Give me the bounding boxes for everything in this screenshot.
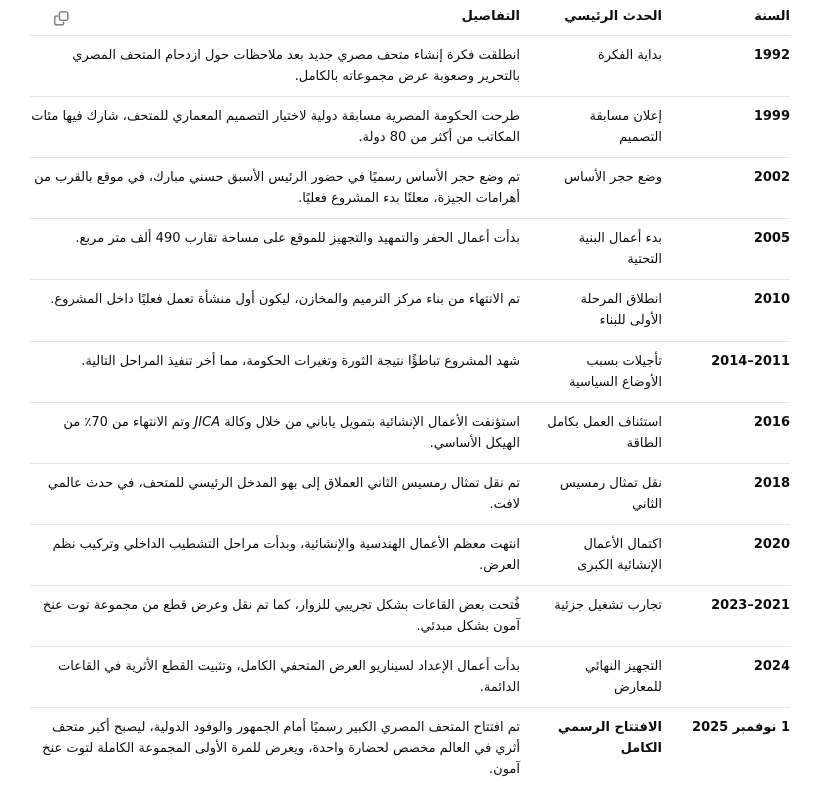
year-cell: 2011–2014: [662, 341, 790, 402]
details-cell: تم نقل تمثال رمسيس الثاني العملاق إلى بهو المدخل الرئيسي للمتحف، في حدث عالمي لافت.: [30, 463, 520, 524]
copy-icon: [53, 10, 70, 27]
year-cell: 2002: [662, 158, 790, 219]
details-cell: انطلقت فكرة إنشاء متحف مصري جديد بعد ملاحظات حول ازدحام المتحف المصري بالتحرير وصعوبة عرض مجموعاته بالكامل.: [30, 36, 520, 97]
table-row: [30, 646, 790, 707]
event-cell: استئناف العمل بكامل الطاقة: [520, 402, 662, 463]
details-cell: طرحت الحكومة المصرية مسابقة دولية لاختيار التصميم المعماري للمتحف، شارك فيها مئات المكاتب من أكثر من 80 دولة.: [30, 97, 520, 158]
column-header-year: السنة: [662, 0, 790, 36]
timeline-table: [30, 0, 790, 789]
year-cell: 1999: [662, 97, 790, 158]
year-cell: 2021–2023: [662, 585, 790, 646]
details-cell: تم وضع حجر الأساس رسميًا في حضور الرئيس الأسبق حسني مبارك، في موقع بالقرب من أهرامات الجيزة، معلنًا بدء المشروع فعليًا.: [30, 158, 520, 219]
column-header-event: الحدث الرئيسي: [520, 0, 662, 36]
column-header-details: التفاصيل: [30, 0, 520, 36]
year-cell: 2020: [662, 524, 790, 585]
table-body: [30, 36, 790, 789]
year-cell: 1 نوفمبر 2025: [692, 720, 790, 736]
year-cell: 1992: [662, 36, 790, 97]
italic-term: JICA: [194, 414, 221, 430]
table-row: [30, 280, 790, 341]
table-header-row: [30, 0, 790, 36]
details-cell: بدأت أعمال الحفر والتمهيد والتجهيز للموقع على مساحة تقارب 490 ألف متر مربع.: [30, 219, 520, 280]
details-cell: فُتحت بعض القاعات بشكل تجريبي للزوار، كما تم نقل وعرض قطع من مجموعة توت عنخ آمون بشكل مبدئي.: [30, 585, 520, 646]
event-cell: الافتتاح الرسمي الكامل: [557, 720, 662, 757]
year-cell: 2005: [662, 219, 790, 280]
details-cell: استؤنفت الأعمال الإنشائية بتمويل ياباني من خلال وكالة JICA وتم الانتهاء من 70٪ من الهيكل الأساسي.: [30, 402, 520, 463]
event-cell: بداية الفكرة: [520, 36, 662, 97]
event-cell: تأجيلات بسبب الأوضاع السياسية: [520, 341, 662, 402]
event-cell: بدء أعمال البنية التحتية: [520, 219, 662, 280]
copy-table-button[interactable]: [50, 7, 72, 29]
details-cell: بدأت أعمال الإعداد لسيناريو العرض المتحفي الكامل، وتثبيت القطع الأثرية في القاعات الدائمة.: [30, 646, 520, 707]
event-cell: التجهيز النهائي للمعارض: [520, 646, 662, 707]
table-row: [30, 219, 790, 280]
table-row: [30, 708, 790, 789]
year-cell: 2016: [662, 402, 790, 463]
table-row: [30, 97, 790, 158]
event-cell: انطلاق المرحلة الأولى للبناء: [520, 280, 662, 341]
table-row: [30, 36, 790, 97]
table-row: [30, 585, 790, 646]
details-cell: تم الانتهاء من بناء مركز الترميم والمخازن، ليكون أول منشأة تعمل فعليًا داخل المشروع.: [30, 280, 520, 341]
event-cell: وضع حجر الأساس: [520, 158, 662, 219]
event-cell: نقل تمثال رمسيس الثاني: [520, 463, 662, 524]
details-cell: شهد المشروع تباطؤًا نتيجة الثورة وتغيرات الحكومة، مما أخر تنفيذ المراحل التالية.: [30, 341, 520, 402]
year-cell: 2018: [662, 463, 790, 524]
details-cell: تم افتتاح المتحف المصري الكبير رسميًا أمام الجمهور والوفود الدولية، ليصبح أكبر متحف أثري في العالم مخصص لحضارة واحدة، ويعرض للمرة الأولى المجموعة الكاملة لتوت عنخ آمون.: [42, 720, 520, 778]
table-row: [30, 402, 790, 463]
table-row: [30, 158, 790, 219]
table-row: [30, 341, 790, 402]
table-row: [30, 524, 790, 585]
year-cell: 2010: [662, 280, 790, 341]
event-cell: إعلان مسابقة التصميم: [520, 97, 662, 158]
table-row: [30, 463, 790, 524]
event-cell: تجارب تشغيل جزئية: [520, 585, 662, 646]
details-cell: انتهت معظم الأعمال الهندسية والإنشائية، وبدأت مراحل التشطيب الداخلي وتركيب نظم العرض.: [30, 524, 520, 585]
year-cell: 2024: [662, 646, 790, 707]
event-cell: اكتمال الأعمال الإنشائية الكبرى: [520, 524, 662, 585]
